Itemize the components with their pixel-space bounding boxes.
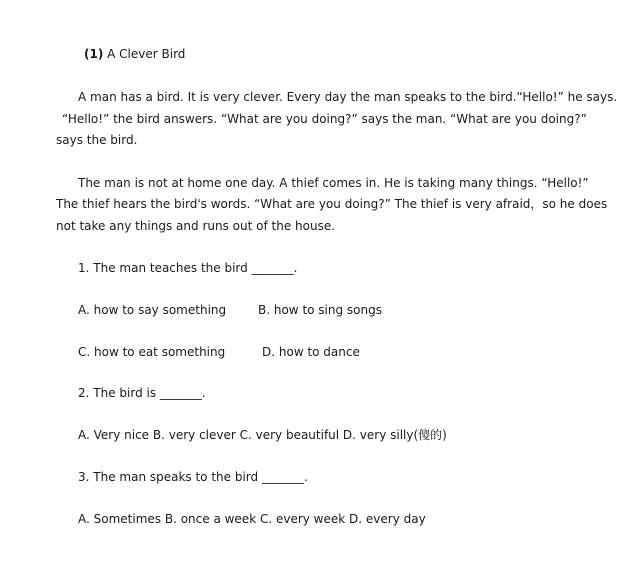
paragraph-1-line-2: “Hello!” the bird answers. “What are you doing?” says the man. “What are you doing?” <box>62 112 587 126</box>
question-1-option-d: D. how to dance <box>262 345 360 359</box>
question-3-options: A. Sometimes B. once a week C. every week D. every day <box>78 512 426 526</box>
passage-title-number: (1) <box>84 47 104 61</box>
question-1-option-b: B. how to sing songs <box>258 303 382 317</box>
paragraph-1-line-3: says the bird. <box>56 133 138 147</box>
question-1-option-c: C. how to eat something <box>78 345 226 359</box>
paragraph-2-line-3: not take any things and runs out of the house. <box>56 219 336 233</box>
question-3-stem: 3. The man speaks to the bird _______. <box>78 470 308 484</box>
paragraph-2-line-1: The man is not at home one day. A thief comes in. He is taking many things. “Hello!” <box>78 176 589 190</box>
question-2-stem: 2. The bird is _______. <box>78 386 206 400</box>
passage-title-text: A Clever Bird <box>107 47 186 61</box>
question-1-stem: 1. The man teaches the bird _______. <box>78 261 298 275</box>
question-2-options: A. Very nice B. very clever C. very beautiful D. very silly(傻的) <box>78 428 447 442</box>
passage-title <box>84 46 185 62</box>
paragraph-2-line-2: The thief hears the bird's words. “What are you doing?” The thief is very afraid，so he does <box>56 197 608 211</box>
paragraph-1-line-1: A man has a bird. It is very clever. Every day the man speaks to the bird.“Hello!” he says. <box>78 90 617 104</box>
question-1-option-a: A. how to say something <box>78 303 227 317</box>
